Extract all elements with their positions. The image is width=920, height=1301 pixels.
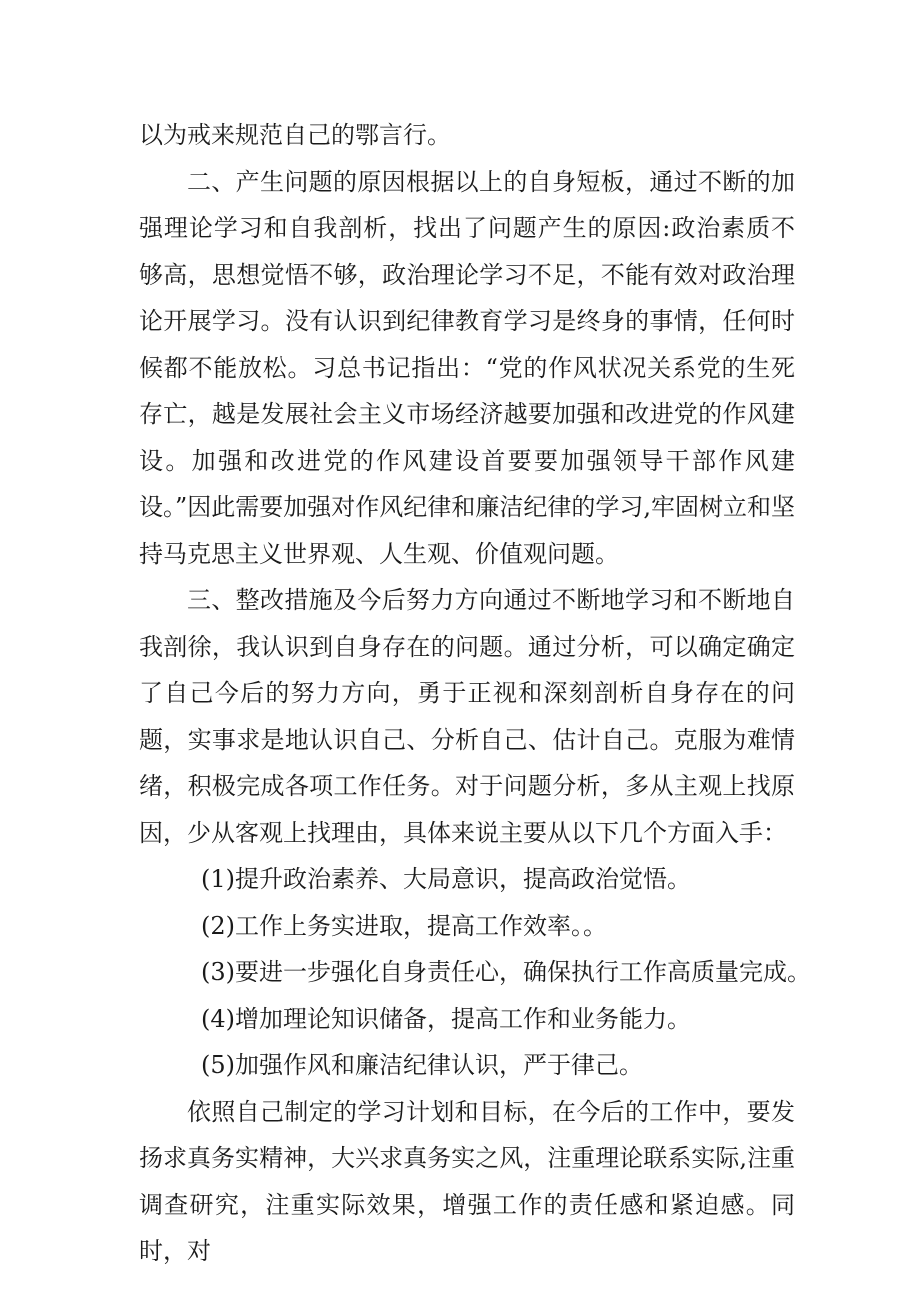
paragraph-continuation: 以为戒来规范自己的鄂言行。 <box>139 121 451 149</box>
document-body <box>139 112 811 1275</box>
paragraph-causes: 二、产生问题的原因根据以上的自身短板，通过不断的加强理论学习和自我剖析，找出了问题产生的原因:政治素质不够高，思想觉悟不够，政治理论学习不足，不能有效对政治理论开展学习。没有认识到纪律教育学习是终身的事情，任何时候都不能放松。习总书记指出：“党的作风状况关系党的生死存亡，越是发展社会主义市场经济越要加强和改进党的作风建设。加强和改进党的作风建设首要要加强领导干部作风建设。”因此需要加强对作风纪律和廉洁纪律的学习,牢固树立和坚持马克思主义世界观、人生观、价值观问题。 <box>139 167 795 568</box>
list-item-5: (5)加强作风和廉洁纪律认识，严于律己。 <box>201 1051 643 1079</box>
list-item-2: (2)工作上务实进取，提高工作效率。。 <box>201 911 607 940</box>
paragraph-measures: 三、整改措施及今后努力方向通过不断地学习和不断地自我剖徐，我认识到自身存在的问题。通过分析，可以确定确定了自己今后的努力方向，勇于正视和深刻剖析自身存在的问题，实事求是地认识自己、分析自己、估计自己。克服为难情绪，积极完成各项工作任务。对于问题分析，多从主观上找原因，少从客观上找理由，具体来说主要从以下几个方面入手： <box>139 586 795 847</box>
list-item-1: (1)提升政治素养、大局意识，提高政治觉悟。 <box>201 865 691 893</box>
list-item-3: (3)要进一步强化自身责任心，确保执行工作高质量完成。 <box>201 958 811 986</box>
list-item-4: (4)增加理论知识储备，提高工作和业务能力。 <box>201 1004 691 1033</box>
paragraph-plan: 依照自己制定的学习计划和目标，在今后的工作中，要发扬求真务实精神，大兴求真务实之风，注重理论联系实际,注重调查研究，注重实际效果，增强工作的责任感和紧迫感。同时，对 <box>139 1097 795 1265</box>
